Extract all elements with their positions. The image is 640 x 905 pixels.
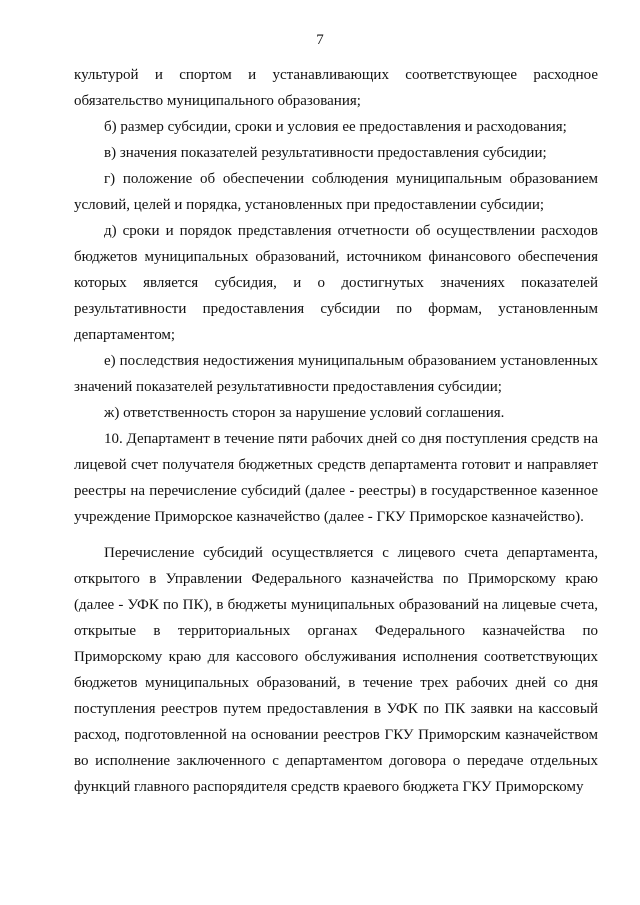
paragraph-item-b: б) размер субсидии, сроки и условия ее предоставления и расходования; <box>104 119 567 135</box>
paragraph-transfer: Перечисление субсидий осуществляется с лицевого счета департамента, открытого в Управлении Федерального казначейства по Приморскому краю (далее - УФК по ПК), в бюджеты муниципальных образований на лицевые счета, открытые в территориальных органах Федерального казначейства по Приморскому краю для кассового обслуживания исполнения соответствующих бюджетов муниципальных образований, в течение трех рабочих дней со дня поступления реестров путем предоставления в УФК по ПК заявки на кассовый расход, подготовленной на основании реестров ГКУ Приморским казначейством во исполнение заключенного с департаментом договора о передаче отдельных функций главного распорядителя средств краевого бюджета ГКУ Приморскому <box>74 545 598 795</box>
paragraph-item-zh: ж) ответственность сторон за нарушение условий соглашения. <box>104 405 505 421</box>
page-number: 7 <box>316 32 324 48</box>
document-body <box>74 62 598 800</box>
paragraph-section-10: 10. Департамент в течение пяти рабочих дней со дня поступления средств на лицевой счет получателя бюджетных средств департамента готовит и направляет реестры на перечисление субсидий (далее - реестры) в государственное казенное учреждение Приморское казначейство (далее - ГКУ Приморское казначейство). <box>74 431 598 525</box>
paragraph-item-e: е) последствия недостижения муниципальным образованием установленных значений показателей результативности предоставления субсидии; <box>74 353 598 395</box>
paragraph-continuation: культурой и спортом и устанавливающих соответствующее расходное обязательство муниципального образования; <box>74 67 598 109</box>
paragraph-item-v: в) значения показателей результативности предоставления субсидии; <box>104 145 547 161</box>
paragraph-item-g: г) положение об обеспечении соблюдения муниципальным образованием условий, целей и порядка, установленных при предоставлении субсидии; <box>74 171 598 213</box>
paragraph-item-d: д) сроки и порядок представления отчетности об осуществлении расходов бюджетов муниципальных образований, источником финансового обеспечения которых является субсидия, и о достигнутых значениях показателей результативности предоставления субсидии по формам, установленным департаментом; <box>74 223 598 343</box>
